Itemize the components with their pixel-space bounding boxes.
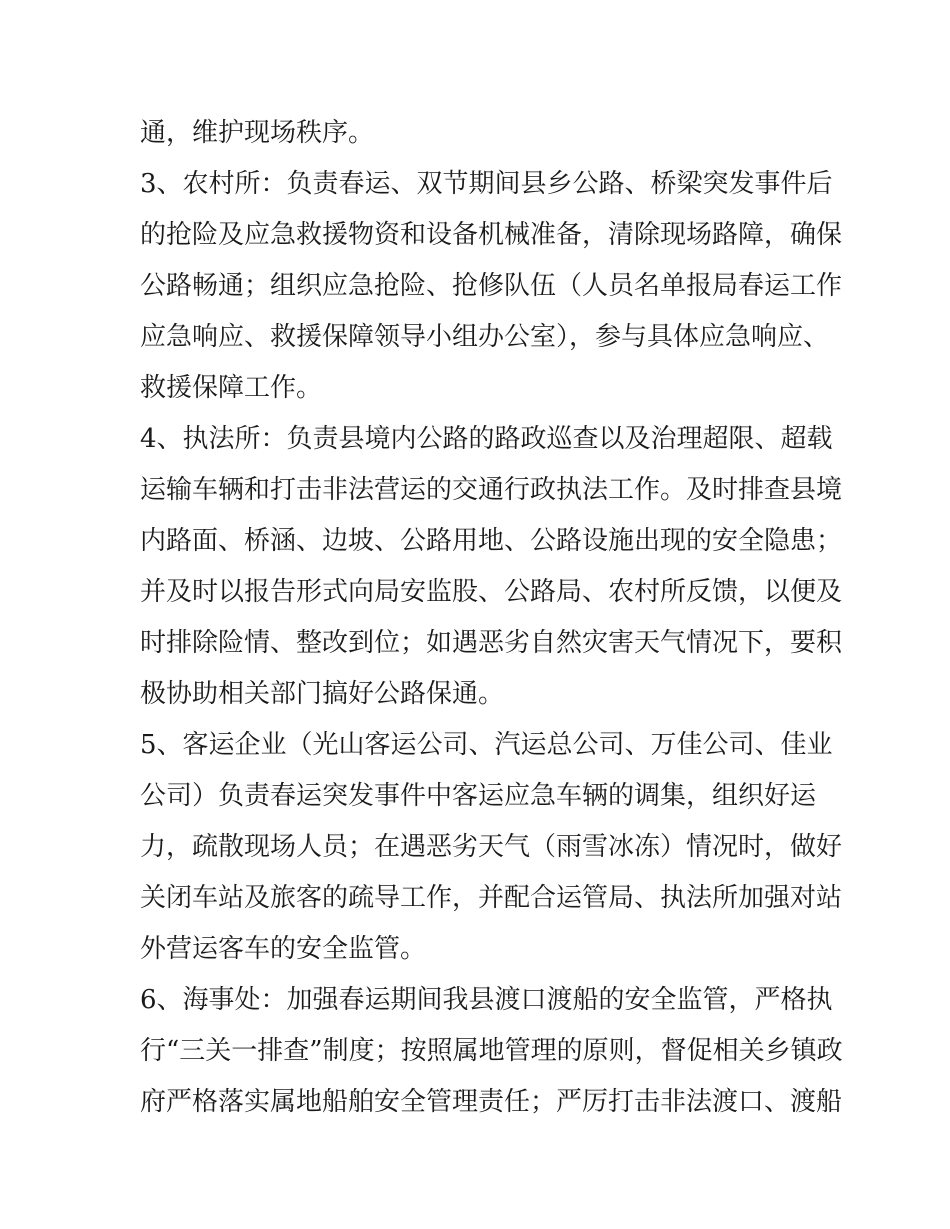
text-line: 的抢险及应急救援物资和设备机械准备，清除现场路障，确保 (140, 220, 843, 250)
text-line: 公司）负责春运突发事件中客运应急车辆的调集，组织好运 (140, 781, 817, 811)
text-line: 极协助相关部门搞好公路保通。 (140, 679, 505, 709)
text-line: 并及时以报告形式向局安监股、公路局、农村所反馈，以便及 (140, 577, 843, 607)
text-line: 内路面、桥涵、边坡、公路用地、公路设施出现的安全隐患； (140, 526, 843, 556)
text-line: 关闭车站及旅客的疏导工作，并配合运管局、执法所加强对站 (140, 883, 843, 913)
text-line: 4、执法所：负责县境内公路的路政巡查以及治理超限、超载 (140, 424, 833, 454)
text-line: 运输车辆和打击非法营运的交通行政执法工作。及时排查县境 (140, 475, 843, 505)
text-line: 外营运客车的安全监管。 (140, 934, 427, 964)
text-line: 5、客运企业（光山客运公司、汽运总公司、万佳公司、佳业 (140, 730, 833, 760)
document-body (140, 108, 843, 1128)
text-line: 救援保障工作。 (140, 373, 323, 403)
text-line: 通，维护现场秩序。 (140, 118, 375, 148)
text-line: 6、海事处：加强春运期间我县渡口渡船的安全监管，严格执 (140, 985, 833, 1015)
text-line: 力，疏散现场人员；在遇恶劣天气（雨雪冰冻）情况时，做好 (140, 832, 843, 862)
text-line: 行“三关一排查”制度；按照属地管理的原则，督促相关乡镇政 (140, 1036, 843, 1066)
text-line: 3、农村所：负责春运、双节期间县乡公路、桥梁突发事件后 (140, 169, 833, 199)
text-line: 应急响应、救援保障领导小组办公室），参与具体应急响应、 (140, 322, 830, 352)
text-line: 府严格落实属地船舶安全管理责任；严厉打击非法渡口、渡船 (140, 1087, 843, 1117)
text-line: 时排除险情、整改到位；如遇恶劣自然灾害天气情况下，要积 (140, 628, 843, 658)
text-line: 公路畅通；组织应急抢险、抢修队伍（人员名单报局春运工作 (140, 271, 843, 301)
